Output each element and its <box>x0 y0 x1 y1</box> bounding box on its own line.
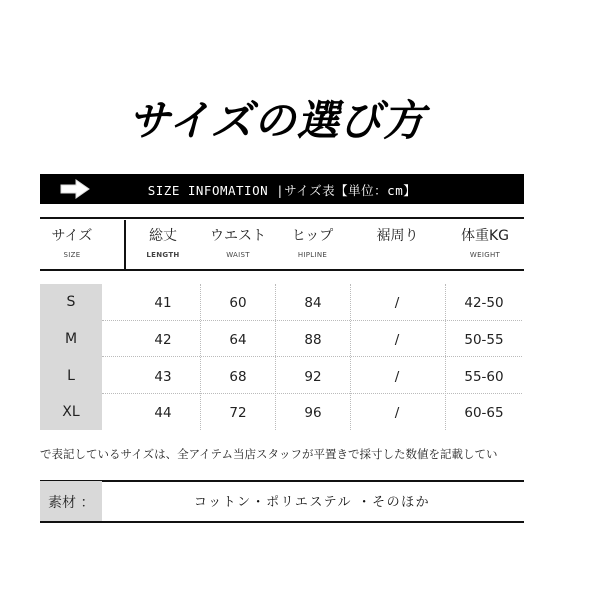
material-label-box <box>40 481 102 521</box>
banner-text: SIZE INFOMATION |サイズ表【単位：cm】 <box>147 183 417 198</box>
header-waist: ウエスト WAIST <box>210 228 266 259</box>
waist-cell: 60 <box>229 295 247 311</box>
header-size: サイズ SIZE <box>51 228 93 259</box>
size-label: S <box>66 294 76 310</box>
header-bottom-rule <box>40 269 524 271</box>
length-cell: 42 <box>154 332 172 348</box>
hem-cell: / <box>394 405 400 421</box>
hip-cell: 96 <box>304 405 322 421</box>
header-divider <box>124 220 126 270</box>
material-label: 素材 ： <box>48 495 95 511</box>
grid-line <box>350 284 351 430</box>
hip-cell: 88 <box>304 332 322 348</box>
row-divider <box>102 356 522 357</box>
hip-cell: 84 <box>304 295 322 311</box>
header-hip: ヒップ HIPLINE <box>291 228 334 259</box>
header-top-rule <box>40 217 524 219</box>
hip-cell: 92 <box>304 369 322 385</box>
weight-cell: 42-50 <box>464 295 504 311</box>
length-cell: 41 <box>154 295 172 311</box>
material-bottom-rule <box>40 521 524 523</box>
hem-cell: / <box>394 369 400 385</box>
waist-cell: 64 <box>229 332 247 348</box>
material-value: コットン・ポリエステル ・そのほか <box>193 495 431 510</box>
grid-line <box>275 284 276 430</box>
length-cell: 44 <box>154 405 172 421</box>
grid-line <box>445 284 446 430</box>
size-label: L <box>67 368 75 384</box>
hem-cell: / <box>394 295 400 311</box>
size-info-banner <box>40 174 524 204</box>
page-title: サイズの選び方 <box>128 96 426 145</box>
row-divider <box>102 393 522 394</box>
size-label: XL <box>62 404 80 420</box>
header-hem: 裾周り <box>376 228 419 244</box>
row-divider <box>102 320 522 321</box>
header-weight: 体重KG WEIGHT <box>460 228 510 259</box>
measurement-note: で表記しているサイズは、全アイテム当店スタッフが平置きで採寸した数値を記載してい <box>40 447 498 461</box>
material-top-rule <box>40 480 524 482</box>
waist-cell: 72 <box>229 405 247 421</box>
header-length: 総丈 LENGTH <box>146 228 180 259</box>
length-cell: 43 <box>154 369 172 385</box>
hem-cell: / <box>394 332 400 348</box>
weight-cell: 55-60 <box>464 369 504 385</box>
size-label: M <box>64 331 78 347</box>
waist-cell: 68 <box>229 369 247 385</box>
weight-cell: 50-55 <box>464 332 504 348</box>
grid-line <box>200 284 201 430</box>
weight-cell: 60-65 <box>464 405 504 421</box>
